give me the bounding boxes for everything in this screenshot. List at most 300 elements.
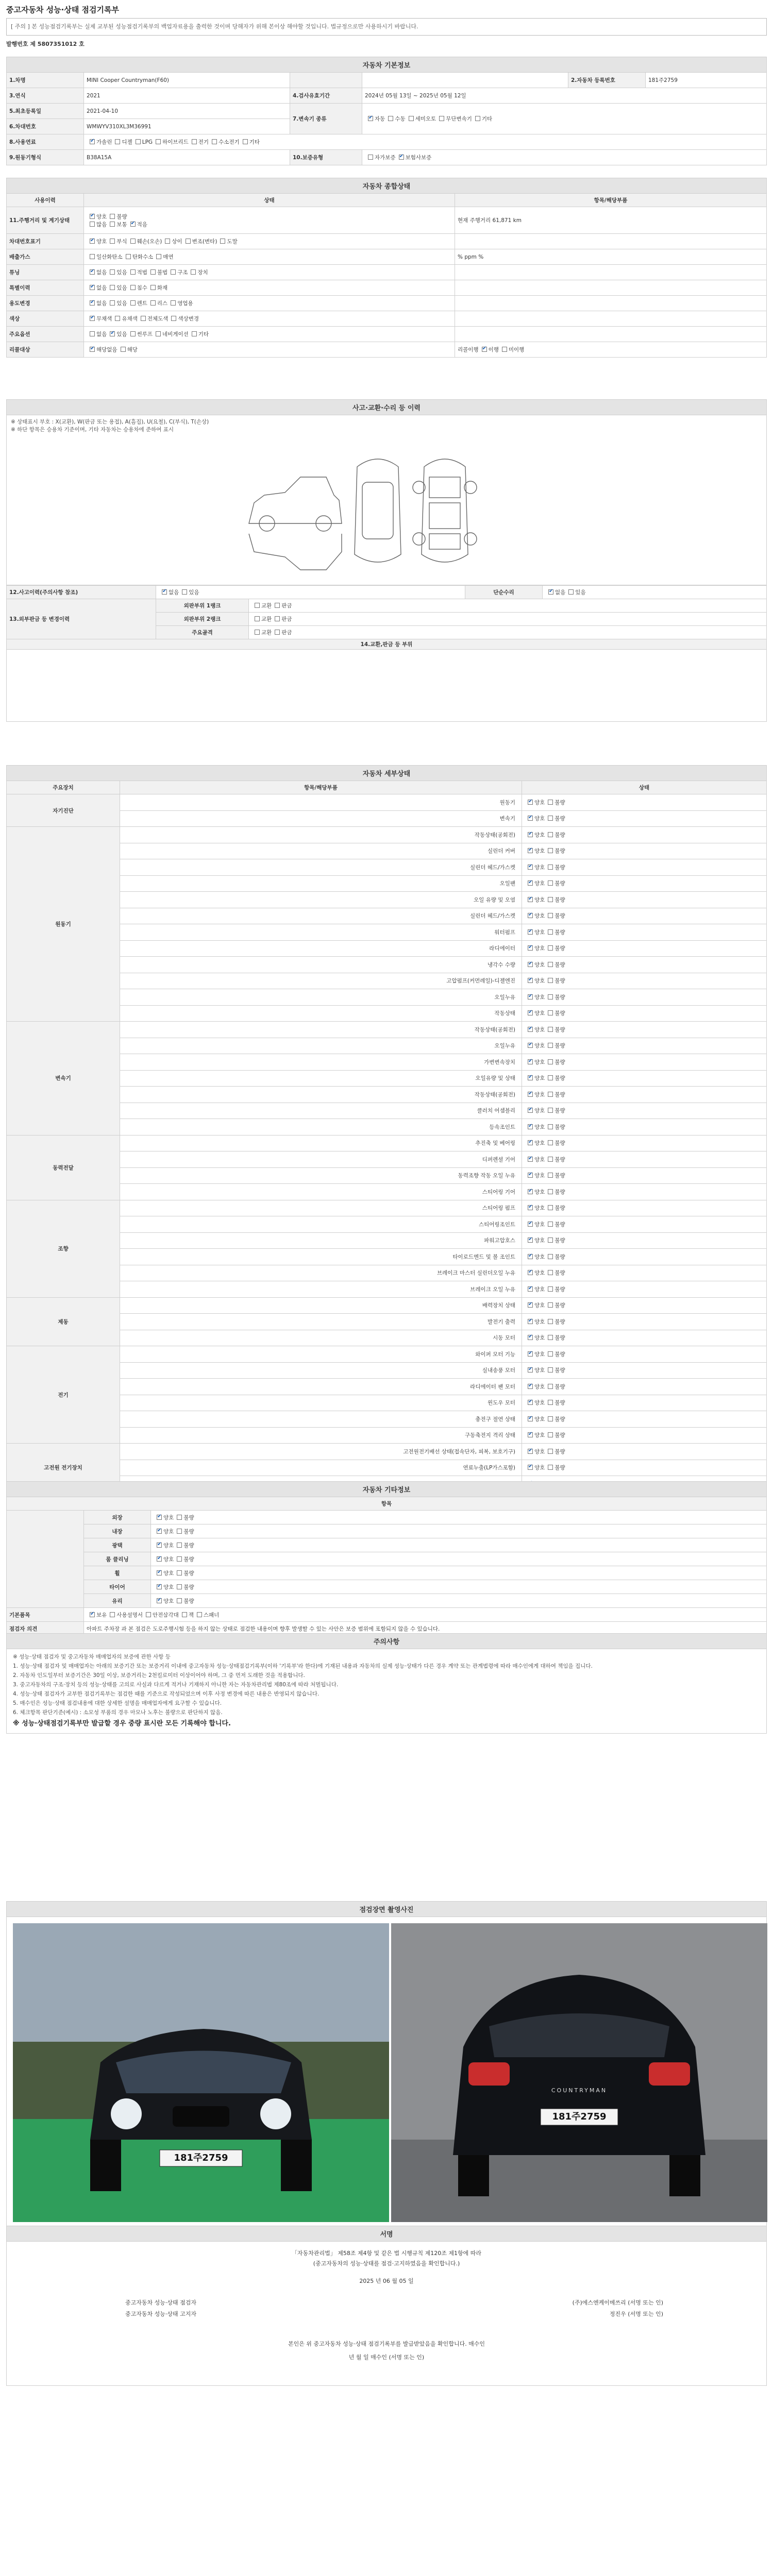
label-rank2: 외판부위 2랭크 xyxy=(156,613,249,626)
detail-heading: 자동차 세부상태 xyxy=(7,766,767,781)
col-head: 상태 xyxy=(522,781,767,794)
checkbox xyxy=(528,1238,533,1243)
detail-state xyxy=(522,843,767,859)
checkbox xyxy=(157,1515,162,1520)
mileage-value: 현재 주행거리 61,871 km xyxy=(455,207,767,234)
checkbox xyxy=(528,848,533,853)
extra-row xyxy=(7,1552,767,1566)
option-label: 불량 xyxy=(554,1335,565,1342)
detail-row xyxy=(7,1005,767,1022)
extra-item: 외장 xyxy=(84,1511,151,1524)
basic-info-table xyxy=(6,57,767,165)
option-label: 양호 xyxy=(534,1302,545,1309)
option-label: 장치 xyxy=(197,269,208,276)
checkbox xyxy=(548,816,553,821)
detail-state xyxy=(522,794,767,811)
option-label: 판금 xyxy=(281,603,292,609)
checkbox xyxy=(528,800,533,805)
option-label: 불량 xyxy=(554,1416,565,1422)
option-label: 불량 xyxy=(554,945,565,952)
detail-row xyxy=(7,1022,767,1038)
summary-row xyxy=(7,265,767,280)
detail-item: 냉각수 수량 xyxy=(120,957,522,973)
label-parts: 14.교환,판금 등 부위 xyxy=(7,639,767,650)
sign-date: 2025 년 06 월 05 일 xyxy=(359,2278,414,2284)
checkbox xyxy=(528,1157,533,1162)
checkbox xyxy=(399,155,404,160)
detail-row xyxy=(7,1362,767,1379)
checkbox xyxy=(157,1556,162,1562)
checkbox xyxy=(548,1351,553,1357)
option-label: 없음 xyxy=(555,589,566,596)
frame-options xyxy=(249,626,767,639)
detail-item: 작동상태 xyxy=(120,1005,522,1022)
option-label: 불량 xyxy=(554,1286,565,1293)
legend-line-2: ※ 하단 항목은 승용차 기준이며, 기타 자동차는 승용차에 준하여 표시 xyxy=(11,427,174,433)
checkbox xyxy=(110,222,115,227)
option-label: 양호 xyxy=(534,1205,545,1212)
col-head: 항목 xyxy=(7,1497,767,1511)
detail-row xyxy=(7,1460,767,1476)
detail-state xyxy=(522,940,767,957)
note-line: 6. 체크항목 판단기준(예시) : 소모성 부품의 경우 마모나 노후는 불량으로 판단하지 않음. xyxy=(13,1709,223,1716)
detail-state xyxy=(522,973,767,989)
note-line: 1. 성능·상태 점검자 및 매매업자는 아래의 보증기간 또는 보증거리 이내에 중고자동차 성능·상태점검기록부(이하 '기록부'라 한다)에 기재된 내용과 자동차의 실제 성능·상태가 다른 경우 계약 또는 관계법령에 따라 매수인에게 대하여 책임을 집니다. xyxy=(13,1663,593,1669)
detail-state xyxy=(522,1444,767,1460)
parts-grid xyxy=(7,650,767,722)
option-label: 불량 xyxy=(554,1026,565,1033)
option-label: 불량 xyxy=(554,1091,565,1098)
checkbox xyxy=(528,1319,533,1324)
checkbox xyxy=(528,1432,533,1437)
option-label: 썬루프 xyxy=(137,331,153,337)
vin: WMWYV310XL3M36991 xyxy=(84,119,290,134)
detail-item: 구동축전지 격리 상태 xyxy=(120,1427,522,1444)
notes-heading-table xyxy=(6,1633,767,1649)
rear-photo xyxy=(391,1923,767,2222)
detail-item: 디퍼렌셜 기어 xyxy=(120,1151,522,1168)
detail-row xyxy=(7,1297,767,1314)
label-plate: 2.자동차 등록번호 xyxy=(568,73,646,88)
detail-row xyxy=(7,810,767,827)
option-label: LPG xyxy=(142,139,153,145)
label-opinion: 점검자 의견 xyxy=(7,1622,84,1636)
checkbox xyxy=(130,222,136,227)
inspector-opinion: 아파트 주차장 과 본 점검은 도로주행시험 등을 하지 않는 상태로 점검한 내용이며 향후 발생할 수 있는 사안은 보증 범위에 포함되지 않을 수 있습니다. xyxy=(84,1622,767,1636)
extra-options xyxy=(151,1552,767,1566)
detail-item: 고전원전기배선 상태(접속단자, 피복, 보호기구) xyxy=(120,1444,522,1460)
detail-item: 작동상태(공회전) xyxy=(120,827,522,843)
option-label: 양호 xyxy=(534,1416,545,1422)
summary-options xyxy=(84,327,455,342)
option-label: 불량 xyxy=(554,799,565,806)
detail-item: 실내송풍 모터 xyxy=(120,1362,522,1379)
checkbox xyxy=(548,1254,553,1259)
option-label: 불량 xyxy=(183,1570,194,1577)
summary-label: 주요옵션 xyxy=(7,327,84,342)
option-label: 전체도색 xyxy=(147,316,169,322)
option-label: 일산화탄소 xyxy=(96,254,123,260)
car-diagram-panel xyxy=(6,415,767,585)
option-label: 보통 xyxy=(116,221,127,228)
option-label: 리스 xyxy=(157,300,168,307)
checkbox xyxy=(90,285,95,290)
option-label: 부식 xyxy=(116,239,127,245)
extra-group xyxy=(7,1511,84,1608)
detail-row xyxy=(7,1135,767,1151)
checkbox xyxy=(528,1302,533,1308)
checkbox xyxy=(548,1302,553,1308)
checkbox xyxy=(186,239,191,244)
option-label: 양호 xyxy=(534,1189,545,1195)
extra-row xyxy=(7,1594,767,1608)
checkbox xyxy=(528,1059,533,1064)
detail-item: 클러치 어셈블리 xyxy=(120,1103,522,1119)
option-label: 해당없음 xyxy=(96,347,117,353)
mileage-state xyxy=(84,207,455,234)
checkbox xyxy=(90,1612,95,1617)
label-simple-repair: 단순수리 xyxy=(465,586,543,599)
checkbox xyxy=(171,316,176,321)
detail-state xyxy=(522,859,767,876)
detail-row xyxy=(7,1070,767,1087)
accident-options xyxy=(156,586,465,599)
checkbox xyxy=(482,347,487,352)
checkbox xyxy=(255,630,260,635)
detail-row xyxy=(7,1216,767,1233)
notifier-label: 중고자동차 성능·상태 고지자 xyxy=(125,2311,197,2317)
checkbox xyxy=(90,239,95,244)
fuel-options xyxy=(84,134,767,150)
detail-state xyxy=(522,810,767,827)
label-vin: 6.차대번호 xyxy=(7,119,84,134)
summary-parts xyxy=(455,311,767,327)
option-label: 불량 xyxy=(554,1318,565,1325)
detail-row xyxy=(7,1265,767,1281)
detail-state xyxy=(522,1200,767,1216)
option-label: 불량 xyxy=(554,961,565,968)
option-label: 양호 xyxy=(534,1432,545,1439)
checkbox xyxy=(528,1384,533,1389)
checkbox xyxy=(90,222,95,227)
checkbox xyxy=(110,285,115,290)
option-label: 양호 xyxy=(534,1238,545,1244)
extra-options xyxy=(151,1580,767,1594)
detail-state xyxy=(522,1087,767,1103)
summary-row xyxy=(7,311,767,327)
label-frame: 주요골격 xyxy=(156,626,249,639)
detail-row xyxy=(7,973,767,989)
summary-parts xyxy=(455,280,767,296)
option-label: 불량 xyxy=(554,832,565,838)
col-head: 항목/해당부품 xyxy=(455,194,767,207)
checkbox xyxy=(548,913,553,918)
option-label: 있음 xyxy=(575,589,586,596)
checkbox xyxy=(90,254,95,259)
detail-item: 동력조향 작동 오일 누유 xyxy=(120,1167,522,1184)
option-label: 사용설명서 xyxy=(116,1612,143,1618)
checkbox xyxy=(177,1543,182,1548)
detail-row xyxy=(7,892,767,908)
checkbox xyxy=(548,1189,553,1194)
extra-row xyxy=(7,1566,767,1580)
checkbox xyxy=(548,1075,553,1080)
receipt-date-line: 년 월 일 매수인 (서명 또는 인) xyxy=(348,2354,425,2361)
warranty-options xyxy=(362,150,767,165)
detail-item: 브레이크 오일 누유 xyxy=(120,1281,522,1298)
checkbox xyxy=(568,589,574,595)
detail-state xyxy=(522,827,767,843)
option-label: 디젤 xyxy=(122,139,132,145)
extra-row xyxy=(7,1524,767,1538)
detail-state xyxy=(522,1379,767,1395)
extra-heading: 자동차 기타정보 xyxy=(7,1482,767,1497)
checkbox xyxy=(157,1570,162,1575)
checkbox xyxy=(409,116,414,121)
checkbox xyxy=(502,347,507,352)
detail-state xyxy=(522,1005,767,1022)
detail-item: 워터펌프 xyxy=(120,924,522,941)
detail-state xyxy=(522,1038,767,1054)
option-label: 자동 xyxy=(375,116,385,122)
checkbox xyxy=(146,1612,151,1617)
detail-state xyxy=(522,1135,767,1151)
option-label: 양호 xyxy=(534,799,545,806)
checkbox xyxy=(388,116,393,121)
option-label: 불량 xyxy=(554,1075,565,1082)
option-label: 판금 xyxy=(281,630,292,636)
option-label: 불량 xyxy=(554,816,565,822)
option-label: 기타 xyxy=(198,331,209,337)
detail-state xyxy=(522,1427,767,1444)
col-head: 주요장치 xyxy=(7,781,120,794)
detail-item: 연료누출(LP가스포함) xyxy=(120,1460,522,1476)
checkbox xyxy=(548,1140,553,1145)
extra-row xyxy=(7,1580,767,1594)
option-label: 있음 xyxy=(116,269,127,276)
option-label: 양호 xyxy=(534,864,545,871)
option-label: 자가보증 xyxy=(375,155,396,161)
checkbox xyxy=(150,300,156,306)
photos-heading: 점검장면 촬영사진 xyxy=(7,1902,767,1917)
option-label: 매연 xyxy=(163,254,174,260)
option-label: 적법 xyxy=(137,269,147,276)
extra-item: 광택 xyxy=(84,1538,151,1552)
option-label: 불량 xyxy=(183,1542,194,1549)
summary-label: 튜닝 xyxy=(7,265,84,280)
option-label: 하이브리드 xyxy=(162,139,189,145)
detail-state xyxy=(522,1460,767,1476)
checkbox xyxy=(548,865,553,870)
option-label: 불량 xyxy=(554,1108,565,1114)
note-line: 3. 중고자동차의 구조·장치 등의 성능·상태를 고의로 사실과 다르게 적거나 기재하지 아니한 자는 자동차관리법 제80조에 따라 처벌됩니다. xyxy=(13,1682,339,1688)
detail-row xyxy=(7,1330,767,1346)
checkbox xyxy=(548,1270,553,1275)
detail-row xyxy=(7,875,767,892)
label-year: 3.연식 xyxy=(7,88,84,104)
option-label: 양호 xyxy=(534,913,545,920)
option-label: 양호 xyxy=(534,832,545,838)
option-label: 불량 xyxy=(554,1010,565,1017)
option-label: 양호 xyxy=(163,1542,174,1549)
option-label: 침수 xyxy=(137,285,147,291)
receipt-text: 본인은 위 중고자동차 성능·상태 점검기록부를 발급받았음을 확인합니다. 매수인 xyxy=(288,2341,485,2347)
option-label: 불량 xyxy=(554,848,565,855)
detail-state xyxy=(522,1330,767,1346)
option-label: 양호 xyxy=(163,1570,174,1577)
detail-item: 원동기 xyxy=(120,794,522,811)
label-mileage: 11.주행거리 및 계기상태 xyxy=(7,207,84,234)
checkbox xyxy=(197,1612,202,1617)
option-label: 양호 xyxy=(163,1556,174,1563)
checkbox xyxy=(548,929,553,935)
checkbox xyxy=(528,913,533,918)
detail-item: 실린더 커버 xyxy=(120,843,522,859)
detail-item: 변속기 xyxy=(120,810,522,827)
detail-row xyxy=(7,843,767,859)
option-label: 양호 xyxy=(163,1598,174,1604)
option-label: 양호 xyxy=(534,1286,545,1293)
summary-parts xyxy=(455,265,767,280)
detail-item: 라디에이터 xyxy=(120,940,522,957)
summary-row xyxy=(7,296,767,311)
checkbox xyxy=(439,116,444,121)
checkbox xyxy=(548,1157,553,1162)
checkbox xyxy=(171,269,176,275)
option-label: 양호 xyxy=(534,1124,545,1130)
option-label: 유채색 xyxy=(122,316,138,322)
checkbox xyxy=(548,1465,553,1470)
summary-parts xyxy=(455,296,767,311)
option-label: 양호 xyxy=(96,239,107,245)
summary-options xyxy=(84,342,455,358)
detail-state xyxy=(522,1395,767,1411)
checkbox xyxy=(141,316,146,321)
label-fuel: 8.사용연료 xyxy=(7,134,84,150)
option-label: 양호 xyxy=(534,1059,545,1065)
option-label: 불량 xyxy=(183,1598,194,1604)
extra-options xyxy=(151,1566,767,1580)
checkbox xyxy=(110,239,115,244)
detail-item: 가변변속장치 xyxy=(120,1054,522,1071)
option-label: 양호 xyxy=(163,1514,174,1521)
detail-group: 고전원 전기장치 xyxy=(7,1444,120,1493)
col-head: 상태 xyxy=(84,194,455,207)
checkbox xyxy=(157,1598,162,1603)
option-label: 양호 xyxy=(534,1010,545,1017)
option-label: 네비게이션 xyxy=(162,331,189,337)
summary-parts: % ppm % xyxy=(455,249,767,265)
detail-row xyxy=(7,1151,767,1168)
checkbox xyxy=(528,1043,533,1048)
checkbox xyxy=(121,347,126,352)
checkbox xyxy=(368,155,373,160)
checkbox xyxy=(548,1124,553,1129)
checkbox xyxy=(548,880,553,886)
checkbox xyxy=(156,139,161,144)
detail-item: 오일팬 xyxy=(120,875,522,892)
checkbox xyxy=(548,1027,553,1032)
detail-row xyxy=(7,1379,767,1395)
option-label: 양호 xyxy=(534,1253,545,1260)
option-label: 불량 xyxy=(554,978,565,985)
detail-row xyxy=(7,1281,767,1298)
extra-options xyxy=(151,1511,767,1524)
accident-heading: 사고·교환·수리 등 이력 xyxy=(7,400,767,415)
option-label: 양호 xyxy=(534,848,545,855)
option-label: 없음 xyxy=(96,300,107,307)
checkbox xyxy=(548,832,553,837)
detail-row xyxy=(7,957,767,973)
detail-row xyxy=(7,940,767,957)
checkbox xyxy=(528,1027,533,1032)
detail-row xyxy=(7,794,767,811)
transmission-options xyxy=(362,104,767,134)
car-name: MINI Cooper Countryman(F60) xyxy=(84,73,290,88)
detail-item: 파워고압호스 xyxy=(120,1232,522,1249)
checkbox xyxy=(115,139,120,144)
option-label: 양호 xyxy=(534,1108,545,1114)
option-label: 양호 xyxy=(534,1351,545,1358)
option-label: 불량 xyxy=(554,1205,565,1212)
option-label: 양호 xyxy=(534,978,545,985)
checkbox xyxy=(130,269,136,275)
option-label: 양호 xyxy=(534,1270,545,1277)
key-options xyxy=(84,1608,767,1622)
option-label: 있음 xyxy=(116,300,127,307)
checkbox xyxy=(182,1612,187,1617)
option-label: 불법 xyxy=(157,269,168,276)
detail-item: 오일누유 xyxy=(120,989,522,1006)
detail-row xyxy=(7,1200,767,1216)
detail-row xyxy=(7,1054,767,1071)
checkbox xyxy=(177,1570,182,1575)
option-label: 불량 xyxy=(554,1238,565,1244)
detail-row xyxy=(7,1346,767,1363)
notes-body xyxy=(6,1649,767,1734)
checkbox xyxy=(275,630,280,635)
note-line: ※ 성능·상태 점검자 및 중고자동차 매매업자의 보증에 관한 사항 등 xyxy=(13,1654,171,1660)
legend-line-1: ※ 상태표시 부호 : X(교환), W(판금 또는 용접), A(흠집), U(요철), C(부식), T(손상) xyxy=(11,419,209,425)
option-label: 불량 xyxy=(554,880,565,887)
front-photo xyxy=(13,1923,389,2222)
option-label: 불량 xyxy=(554,1302,565,1309)
checkbox xyxy=(548,994,553,999)
checkbox xyxy=(548,1335,553,1340)
sign-heading: 서명 xyxy=(7,2226,767,2242)
detail-item: 오일누유 xyxy=(120,1038,522,1054)
detail-item: 작동상태(공회전) xyxy=(120,1087,522,1103)
detail-row xyxy=(7,908,767,924)
summary-heading: 자동차 종합상태 xyxy=(7,178,767,194)
option-label: 불량 xyxy=(183,1556,194,1563)
checkbox xyxy=(157,1584,162,1589)
checkbox xyxy=(528,1140,533,1145)
option-label: 불량 xyxy=(554,1351,565,1358)
col-head: 항목/해당부품 xyxy=(120,781,522,794)
notes-heading: 주의사항 xyxy=(7,1634,767,1649)
option-label: 교환 xyxy=(261,616,272,622)
option-label: 있음 xyxy=(116,285,127,291)
option-label: 불량 xyxy=(183,1584,194,1590)
detail-state xyxy=(522,1119,767,1136)
checkbox xyxy=(90,347,95,352)
detail-state xyxy=(522,924,767,941)
detail-state xyxy=(522,1249,767,1265)
detail-group: 조향 xyxy=(7,1200,120,1297)
detail-item: 스티어링 펌프 xyxy=(120,1200,522,1216)
rank2-options xyxy=(249,613,767,626)
